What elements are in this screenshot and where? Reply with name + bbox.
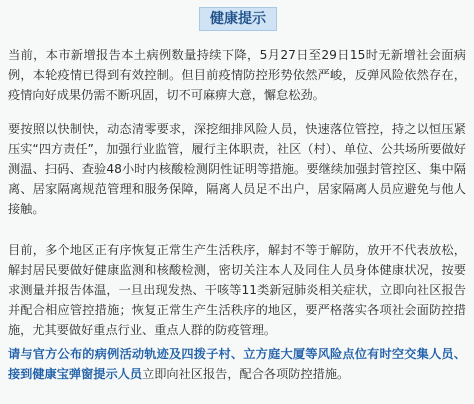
page-title: 健康提示: [199, 7, 277, 31]
paragraph-1: 当前，本市新增报告本土病例数量持续下降，5月27日至29日15时无新增社会面病例，本轮疫情已得到有效控制。但目前疫情防控形势依然严峻，反弹风险依然存在，疫情向好成果仍需不断巩固，切不可麻痹大意，懈怠松劲。: [8, 48, 466, 102]
notice-bold-text: 请与官方公布的病例活动轨迹及四拨子村、立方庭大厦等风险点位有时空交集人员、接到健康宝弹窗提示人员: [8, 347, 466, 381]
paragraph-2: 要按照以快制快，动态清零要求，深挖细排风险人员，快速落位管控，持之以恒压紧压实“四方责任”，加强行业监管，履行主体职责，社区（村）、单位、公共场所要做好测温、扫码、查验48小时内核酸检测阴性证明等措施。要继续加强封管控区、集中隔离、居家隔离规范管理和服务保障，隔离人员足不出户，居家隔离人员应避免与他人接触。: [8, 122, 466, 216]
notice-paragraph: [8, 344, 466, 384]
notice-normal-text: 立即向社区报告，配合各项防控措施。: [142, 367, 350, 381]
paragraph-3: 目前，多个地区正有序恢复正常生产生活秩序，解封不等于解防，放开不代表放松，解封居民要做好健康监测和核酸检测，密切关注本人及同住人员身体健康状况，按要求测量并报告体温，一旦出现发热、干咳等11类新冠肺炎相关症状，立即向社区报告并配合相应管控措施；恢复正常生产生活秩序的地区，要严格落实各项社会面防控措施，尤其要做好重点行业、重点人群的防疫管理。: [8, 243, 466, 337]
